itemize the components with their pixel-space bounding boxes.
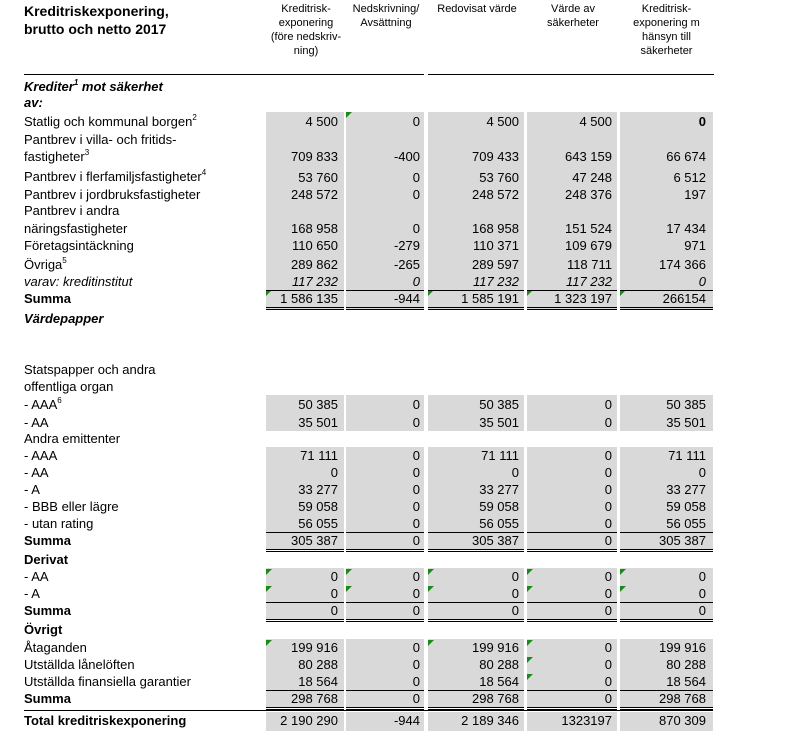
row-label-andra-emittenter: Andra emittenter (24, 431, 121, 446)
cell-comment-icon (527, 569, 533, 575)
section-heading-ovrigt: Övrigt (24, 622, 63, 637)
cell-flerfamilj-col2: 0 (412, 170, 420, 185)
cell-andra-naring-col2: 0 (412, 221, 420, 236)
cell-aaa6-col3: 50 385 (479, 397, 519, 412)
cell-aa1-col2: 0 (412, 415, 420, 430)
cell-jordbruk-col3: 248 572 (472, 187, 519, 202)
row-label-total: Total kreditriskexponering (24, 713, 187, 728)
cell-aaa6-col1: 50 385 (298, 397, 338, 412)
rule-line (527, 602, 617, 603)
cell-aa1-col4: 0 (604, 415, 612, 430)
rule-line (620, 690, 713, 691)
cell-aa2-col4: 0 (604, 465, 612, 480)
cell-statlig-col4: 4 500 (579, 114, 612, 129)
cell-ataganden-col4: 0 (604, 640, 612, 655)
cell-comment-icon (428, 586, 434, 592)
rule-line (620, 621, 713, 622)
cell-ovriga-col2: -265 (393, 257, 420, 272)
column-header-line: Avsättning (360, 17, 412, 29)
rule-line (266, 619, 344, 620)
rule-line (346, 690, 424, 691)
section-heading-derivat: Derivat (24, 552, 69, 567)
cell-flerfamilj-col3: 53 760 (479, 170, 519, 185)
cell-aa2-col2: 0 (412, 465, 420, 480)
cell-jordbruk-col5: 197 (684, 187, 706, 202)
rule-line (527, 619, 617, 620)
rule-line (620, 290, 713, 291)
column-header-line: exponering (278, 17, 334, 29)
cell-ovriga-col3: 289 597 (472, 257, 519, 272)
row-label-andra-naring-line1: Pantbrev i andra (24, 203, 120, 218)
cell-lanelofte-col2: 0 (412, 657, 420, 672)
row-label-jordbruk: Pantbrev i jordbruksfastigheter (24, 187, 201, 202)
cell-summa-d-col3: 0 (511, 603, 519, 618)
cell-d-aa-col3: 0 (511, 569, 519, 584)
cell-foretag-col3: 110 371 (472, 238, 519, 253)
cell-summa-o-col5: 298 768 (659, 691, 706, 706)
row-label-ataganden: Åtaganden (24, 640, 87, 655)
header-divider (24, 74, 424, 75)
rule-line (346, 621, 424, 622)
cell-d-a-col4: 0 (604, 586, 612, 601)
cell-total-col3: 2 189 346 (461, 713, 519, 728)
row-label-ovriga (24, 257, 67, 273)
cell-comment-icon (527, 674, 533, 680)
cell-flerfamilj-col5: 6 512 (673, 170, 706, 185)
column-header-line: Redovisat värde (437, 3, 517, 15)
cell-aaa-col2: 0 (412, 448, 420, 463)
rule-line (620, 307, 713, 308)
row-label-d-aa: - AA (24, 569, 49, 584)
column-header-line: Kreditrisk- (281, 3, 331, 15)
rule-line (428, 619, 524, 620)
row-label-summa-krediter: Summa (24, 291, 71, 306)
cell-a-col4: 0 (604, 482, 612, 497)
rule-line (266, 551, 344, 552)
row-label-statspapper-line2: offentliga organ (24, 379, 114, 394)
cell-varav-col2: 0 (412, 274, 420, 289)
rule-line (346, 309, 424, 310)
cell-comment-icon (527, 586, 533, 592)
cell-total-col1: 2 190 290 (280, 713, 338, 728)
footnote-marker: 1 (73, 78, 79, 87)
cell-comment-icon (346, 586, 352, 592)
table-title-line1: Kreditriskexponering, (24, 3, 169, 19)
cell-ataganden-col3: 199 916 (472, 640, 519, 655)
cell-a-col5: 33 277 (666, 482, 706, 497)
column-header-line: ning) (293, 45, 319, 57)
cell-utan-col4: 0 (604, 516, 612, 531)
rule-line (527, 307, 617, 308)
cell-andra-naring-col5: 17 434 (666, 221, 706, 236)
cell-comment-icon (527, 640, 533, 646)
cell-aaa6-col5: 50 385 (666, 397, 706, 412)
cell-garantier-col4: 0 (604, 674, 612, 689)
rule-line (428, 532, 524, 533)
row-label-aaa6 (24, 397, 62, 413)
rule-line (428, 690, 524, 691)
footnote-marker: 6 (57, 396, 62, 405)
column-header-nedskrivning (346, 2, 426, 30)
rule-line (428, 290, 524, 291)
cell-summa-vp-col2: 0 (412, 533, 420, 548)
column-header-varde-sakerheter (527, 2, 619, 30)
rule-line (266, 690, 344, 691)
cell-utan-col5: 56 055 (666, 516, 706, 531)
row-label-andra-naring-line2: näringsfastigheter (24, 221, 128, 236)
row-label-text: - AAA (24, 397, 58, 412)
cell-varav-col4: 117 232 (565, 274, 612, 289)
row-label-aaa: - AAA (24, 448, 58, 463)
cell-ataganden-col1: 199 916 (291, 640, 338, 655)
header-divider (428, 74, 714, 75)
table-title (24, 2, 169, 38)
cell-varav-col3: 117 232 (472, 274, 519, 289)
row-label-aa2: - AA (24, 465, 49, 480)
cell-aa2-col3: 0 (511, 465, 519, 480)
cell-a-col1: 33 277 (298, 482, 338, 497)
cell-bbb-col4: 0 (604, 499, 612, 514)
footnote-marker: 3 (84, 148, 90, 157)
rule-line (266, 707, 344, 708)
rule-line (346, 707, 424, 708)
cell-d-a-col5: 0 (698, 586, 706, 601)
cell-comment-icon (346, 112, 352, 118)
column-header-line: hänsyn till (642, 31, 691, 43)
cell-bbb-col3: 59 058 (479, 499, 519, 514)
cell-flerfamilj-col4: 47 248 (572, 170, 612, 185)
table-title-line2: brutto och netto 2017 (24, 21, 167, 37)
heading-text: mot säkerhet (78, 79, 163, 94)
column-header-line: (före nedskriv- (270, 31, 342, 43)
cell-d-aa-col2: 0 (412, 569, 420, 584)
cell-d-aa-col5: 0 (698, 569, 706, 584)
rule-line (266, 532, 344, 533)
rule-line (428, 307, 524, 308)
column-header-line: Kreditrisk- (641, 3, 692, 15)
cell-statlig-col5: 0 (698, 114, 706, 129)
rule-line (620, 309, 713, 310)
cell-summa-d-col4: 0 (604, 603, 612, 618)
cell-aaa6-col4: 0 (604, 397, 612, 412)
cell-summa-krediter-col3: 1 585 191 (461, 291, 519, 306)
cell-total-col5: 870 309 (659, 713, 706, 728)
cell-summa-d-col1: 0 (330, 603, 338, 618)
cell-comment-icon (428, 569, 434, 575)
row-label-utan: - utan rating (24, 516, 94, 531)
rule-line (346, 602, 424, 603)
cell-summa-o-col1: 298 768 (291, 691, 338, 706)
cell-summa-o-col3: 298 768 (472, 691, 519, 706)
cell-varav-col5: 0 (698, 274, 706, 289)
cell-d-a-col2: 0 (412, 586, 420, 601)
row-label-statlig (24, 114, 197, 130)
gray-block (428, 568, 524, 620)
cell-aaa6-col2: 0 (412, 397, 420, 412)
cell-ataganden-col5: 199 916 (659, 640, 706, 655)
column-header-kreditrisk-netto (619, 2, 714, 58)
cell-aa1-col1: 35 501 (298, 415, 338, 430)
cell-utan-col3: 56 055 (479, 516, 519, 531)
cell-garantier-col2: 0 (412, 674, 420, 689)
row-label-summa-vp: Summa (24, 533, 71, 548)
cell-summa-d-col5: 0 (698, 603, 706, 618)
row-label-a: - A (24, 482, 40, 497)
rule-line (346, 307, 424, 308)
rule-line (527, 309, 617, 310)
cell-a-col2: 0 (412, 482, 420, 497)
rule-line (620, 619, 713, 620)
cell-garantier-col5: 18 564 (666, 674, 706, 689)
cell-comment-icon (620, 586, 626, 592)
cell-summa-d-col2: 0 (412, 603, 420, 618)
cell-bbb-col5: 59 058 (666, 499, 706, 514)
rule-line (527, 707, 617, 708)
cell-jordbruk-col4: 248 376 (565, 187, 612, 202)
rule-line (266, 549, 344, 550)
row-label-garantier: Utställda finansiella garantier (24, 674, 191, 689)
row-label-statspapper-line1: Statspapper och andra (24, 362, 156, 377)
row-label-text: fastigheter (24, 149, 85, 164)
cell-andra-naring-col3: 168 958 (472, 221, 519, 236)
cell-summa-vp-col1: 305 387 (291, 533, 338, 548)
cell-statlig-col2: 0 (412, 114, 420, 129)
cell-total-col4: 1323197 (561, 713, 612, 728)
cell-flerfamilj-col1: 53 760 (298, 170, 338, 185)
cell-d-a-col3: 0 (511, 586, 519, 601)
row-label-summa-o: Summa (24, 691, 71, 706)
cell-garantier-col3: 18 564 (479, 674, 519, 689)
cell-summa-vp-col5: 305 387 (659, 533, 706, 548)
cell-villa-col4: 643 159 (565, 149, 612, 164)
cell-summa-krediter-col5: 266154 (662, 291, 706, 306)
row-label-flerfamilj (24, 169, 206, 185)
cell-d-aa-col4: 0 (604, 569, 612, 584)
cell-statlig-col1: 4 500 (305, 114, 338, 129)
cell-varav-col1: 117 232 (291, 274, 338, 289)
cell-lanelofte-col5: 80 288 (666, 657, 706, 672)
cell-summa-krediter-col4: 1 323 197 (554, 291, 612, 306)
row-label-villa-line2 (24, 149, 89, 165)
rule-line (527, 549, 617, 550)
cell-total-col2: -944 (393, 713, 420, 728)
cell-aa1-col3: 35 501 (479, 415, 519, 430)
rule-line (527, 551, 617, 552)
cell-andra-naring-col4: 151 524 (565, 221, 612, 236)
row-label-bbb: - BBB eller lägre (24, 499, 119, 514)
gray-block (527, 639, 617, 708)
cell-ovriga-col1: 289 862 (291, 257, 338, 272)
cell-lanelofte-col1: 80 288 (298, 657, 338, 672)
rule-line (266, 602, 344, 603)
cell-foretag-col5: 971 (684, 238, 706, 253)
footnote-marker: 2 (192, 113, 197, 122)
rule-line (428, 707, 524, 708)
cell-ovriga-col5: 174 366 (659, 257, 706, 272)
cell-aaa-col4: 0 (604, 448, 612, 463)
rule-line (346, 551, 424, 552)
cell-garantier-col1: 18 564 (298, 674, 338, 689)
cell-foretag-col4: 109 679 (565, 238, 612, 253)
cell-d-a-col1: 0 (330, 586, 338, 601)
cell-comment-icon (346, 569, 352, 575)
rule-line (346, 532, 424, 533)
cell-aaa-col5: 71 111 (668, 448, 706, 463)
cell-comment-icon (266, 569, 272, 575)
rule-line (527, 621, 617, 622)
cell-summa-o-col4: 0 (604, 691, 612, 706)
footnote-marker: 4 (201, 168, 207, 177)
cell-aaa-col3: 71 111 (481, 448, 519, 463)
row-label-varav: varav: kreditinstitut (24, 274, 133, 289)
cell-bbb-col2: 0 (412, 499, 420, 514)
cell-ataganden-col2: 0 (412, 640, 420, 655)
rule-line (620, 549, 713, 550)
cell-summa-vp-col3: 305 387 (472, 533, 519, 548)
cell-foretag-col1: 110 650 (291, 238, 338, 253)
cell-villa-col2: -400 (393, 149, 420, 164)
rule-line (527, 532, 617, 533)
column-header-line: säkerheter (640, 45, 693, 57)
column-header-line: Nedskrivning/ (352, 3, 420, 15)
row-label-aa1: - AA (24, 415, 49, 430)
rule-line (428, 309, 524, 310)
cell-lanelofte-col4: 0 (604, 657, 612, 672)
cell-comment-icon (266, 586, 272, 592)
rule-line (266, 290, 344, 291)
cell-summa-krediter-col2: -944 (393, 291, 420, 306)
rule-line (428, 602, 524, 603)
cell-aa2-col5: 0 (698, 465, 706, 480)
rule-line (527, 690, 617, 691)
row-label-villa-line1: Pantbrev i villa- och fritids- (24, 132, 177, 147)
section-heading-krediter (24, 79, 163, 95)
rule-line (24, 710, 713, 711)
row-label-text: Övriga (24, 257, 63, 272)
cell-jordbruk-col1: 248 572 (291, 187, 338, 202)
cell-aa2-col1: 0 (330, 465, 338, 480)
cell-a-col3: 33 277 (479, 482, 519, 497)
cell-lanelofte-col3: 80 288 (479, 657, 519, 672)
rule-line (346, 619, 424, 620)
cell-andra-naring-col1: 168 958 (291, 221, 338, 236)
row-label-foretag: Företagsintäckning (24, 238, 134, 253)
heading-text: Krediter (24, 79, 74, 94)
footnote-marker: 5 (62, 256, 67, 265)
cell-ovriga-col4: 118 711 (566, 257, 612, 272)
cell-comment-icon (266, 640, 272, 646)
row-label-d-a: - A (24, 586, 40, 601)
cell-aaa-col1: 71 111 (300, 448, 338, 463)
rule-line (266, 621, 344, 622)
cell-comment-icon (428, 640, 434, 646)
cell-summa-o-col2: 0 (412, 691, 420, 706)
cell-aa1-col5: 35 501 (666, 415, 706, 430)
rule-line (620, 551, 713, 552)
cell-summa-vp-col4: 0 (604, 533, 612, 548)
rule-line (266, 307, 344, 308)
rule-line (527, 290, 617, 291)
gray-block (527, 568, 617, 620)
section-heading-krediter-line2: av: (24, 95, 43, 110)
rule-line (346, 290, 424, 291)
cell-foretag-col2: -279 (393, 238, 420, 253)
cell-d-aa-col1: 0 (330, 569, 338, 584)
cell-villa-col3: 709 433 (472, 149, 519, 164)
cell-summa-krediter-col1: 1 586 135 (280, 291, 338, 306)
rule-line (620, 707, 713, 708)
gray-block (527, 395, 617, 431)
gray-block (527, 447, 617, 549)
column-header-line: Värde av (550, 3, 596, 15)
rule-line (620, 602, 713, 603)
column-header-line: exponering m (633, 17, 700, 29)
cell-bbb-col1: 59 058 (298, 499, 338, 514)
rule-line (346, 549, 424, 550)
column-header-line: säkerheter (547, 17, 599, 29)
cell-villa-col1: 709 833 (291, 149, 338, 164)
rule-line (428, 551, 524, 552)
cell-statlig-col3: 4 500 (486, 114, 519, 129)
cell-comment-icon (527, 657, 533, 663)
row-label-text: Pantbrev i flerfamiljsfastigheter (24, 169, 202, 184)
column-header-redovisat-varde (428, 2, 526, 16)
cell-jordbruk-col2: 0 (412, 187, 420, 202)
cell-comment-icon (620, 569, 626, 575)
cell-utan-col1: 56 055 (298, 516, 338, 531)
rule-line (266, 309, 344, 310)
rule-line (620, 532, 713, 533)
column-header-kreditriskexponering (266, 2, 346, 58)
row-label-text: Statlig och kommunal borgen (24, 114, 193, 129)
rule-line (428, 621, 524, 622)
rule-line (428, 549, 524, 550)
section-heading-vardepapper: Värdepapper (24, 311, 104, 326)
cell-utan-col2: 0 (412, 516, 420, 531)
cell-villa-col5: 66 674 (666, 149, 706, 164)
row-label-summa-d: Summa (24, 603, 71, 618)
row-label-lanelofte: Utställda lånelöften (24, 657, 135, 672)
